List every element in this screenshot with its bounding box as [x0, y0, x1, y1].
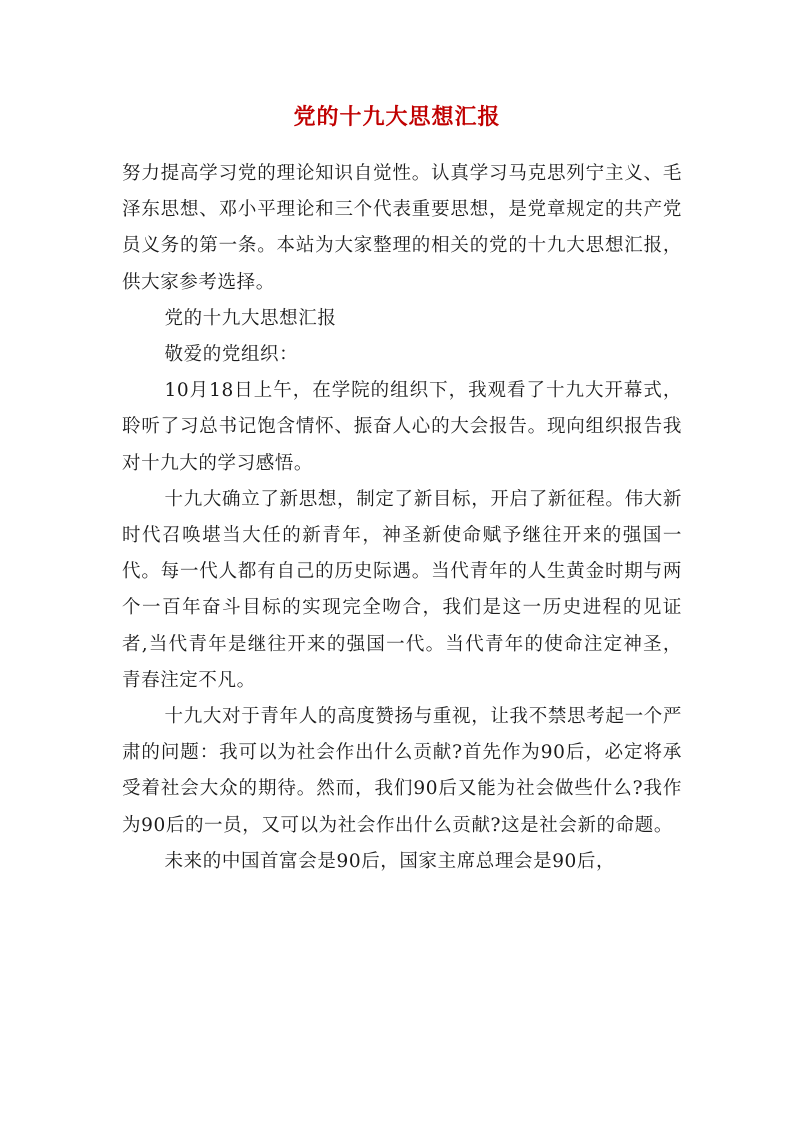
paragraph-heading: 党的十九大思想汇报 — [164, 307, 337, 329]
paragraph-4: 未来的中国首富会是90后，国家主席总理会是90后， — [164, 850, 616, 872]
paragraph-2: 十九大确立了新思想，制定了新目标，开启了新征程。伟大新时代召唤堪当大任的新青年，神圣新使命赋予继往开来的强国一代。每一代人都有自己的历史际遇。当代青年的人生黄金时期与两个一百年奋斗目标的实现完全吻合，我们是这一历史进程的见证者,当代青年是继往开来的强国一代。当代青年的使命注定神圣，青春注定不凡。 — [122, 488, 682, 691]
paragraph-salutation: 敬爱的党组织： — [164, 344, 299, 366]
document-body — [122, 156, 682, 880]
paragraph-1: 10月18日上午，在学院的组织下，我观看了十九大开幕式，聆听了习总书记饱含情怀、振奋人心的大会报告。现向组织报告我对十九大的学习感悟。 — [122, 380, 682, 474]
paragraph-intro: 努力提高学习党的理论知识自觉性。认真学习马克思列宁主义、毛泽东思想、邓小平理论和三个代表重要思想，是党章规定的共产党员义务的第一条。本站为大家整理的相关的党的十九大思想汇报，供大家参考选择。 — [122, 163, 682, 293]
paragraph-3: 十九大对于青年人的高度赞扬与重视，让我不禁思考起一个严肃的问题：我可以为社会作出什么贡献?首先作为90后，必定将承受着社会大众的期待。然而，我们90后又能为社会做些什么?我作为90后的一员，又可以为社会作出什么贡献?这是社会新的命题。 — [122, 706, 682, 836]
document-title: 党的十九大思想汇报 — [293, 104, 501, 130]
